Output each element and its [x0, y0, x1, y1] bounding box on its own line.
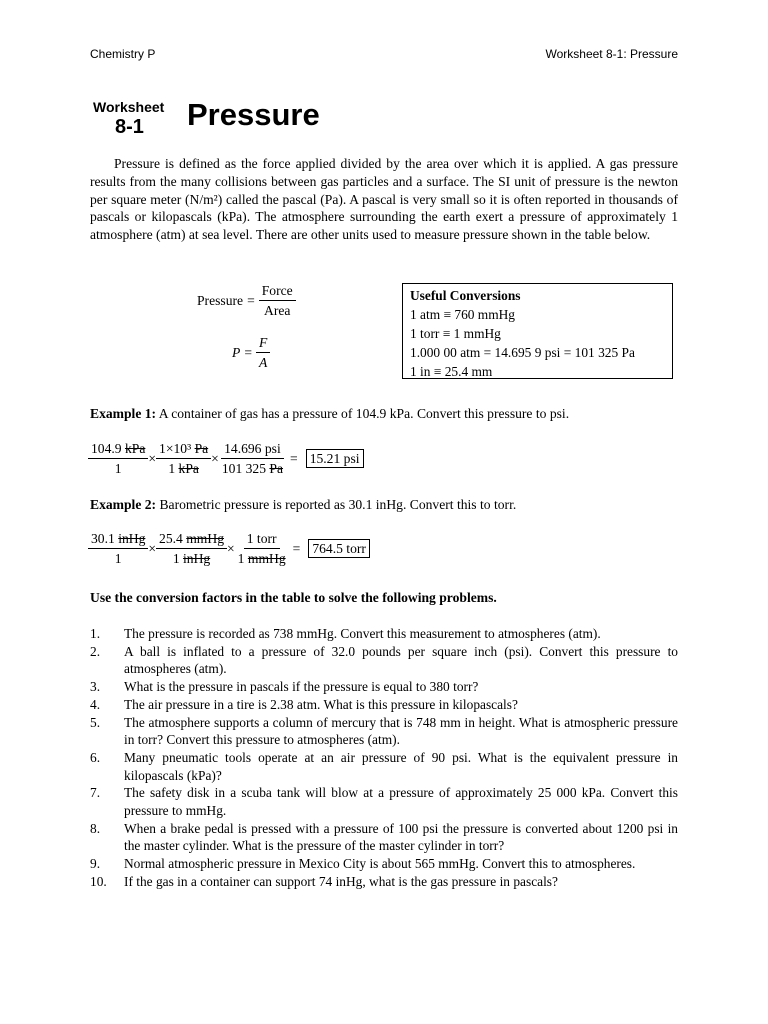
times-sign: × [211, 450, 219, 466]
force-area-fraction [259, 282, 296, 319]
example-1 [90, 406, 569, 422]
example-2-label: Example 2: [90, 497, 157, 512]
calc-value: 25.4 [159, 531, 187, 546]
example-1-text: A container of gas has a pressure of 104.9 kPa. Convert this pressure to psi. [156, 406, 570, 421]
cancelled-unit: Pa [269, 461, 284, 476]
list-item [90, 643, 678, 678]
formula-denominator: Area [264, 303, 291, 318]
problem-text: What is the pressure in pascals if the pressure is equal to 380 torr? [124, 679, 479, 695]
calc-value: 104.9 [91, 441, 125, 456]
example-1-calculation [88, 440, 364, 477]
equals-sign: = [290, 450, 298, 466]
cancelled-unit: kPa [124, 441, 146, 456]
useful-conversions-box [402, 283, 673, 379]
list-item [90, 625, 678, 643]
problem-number: 6. [90, 749, 101, 765]
conversion-item: 1 in ≡ 25.4 mm [410, 364, 493, 379]
calc-value: 1 [114, 461, 122, 476]
equals-sign: = [292, 540, 301, 556]
answer-box: 764.5 torr [308, 539, 370, 558]
calc-fraction [235, 530, 289, 567]
cancelled-unit: Pa [194, 441, 209, 456]
formula-equals: = [247, 292, 255, 308]
problem-number: 2. [90, 643, 101, 659]
list-item [90, 855, 678, 873]
list-item [90, 678, 678, 696]
cancelled-unit: mmHg [247, 551, 286, 566]
calc-value: 101 325 [221, 461, 270, 476]
calc-value: 1 [237, 551, 248, 566]
list-item [90, 873, 678, 891]
problem-text: When a brake pedal is pressed with a pressure of 100 psi the pressure is converted about 1200 psi in the master cylinder. What is the pressure of the master cylinder in torr? [124, 820, 678, 854]
calc-fraction [88, 530, 148, 567]
formula-lhs: Pressure [197, 292, 244, 308]
problem-number: 10. [90, 873, 107, 889]
calc-value: 14.696 psi [221, 440, 284, 459]
instructions: Use the conversion factors in the table to solve the following problems. [90, 590, 497, 605]
problem-text: A ball is inflated to a pressure of 32.0 pounds per square inch (psi). Convert this pressure to atmospheres (atm). [124, 643, 678, 677]
formula-f: F [256, 334, 270, 353]
problem-list [90, 625, 678, 891]
calc-fraction [88, 440, 148, 477]
conversion-item: 1 atm ≡ 760 mmHg [410, 307, 516, 322]
cancelled-unit: mmHg [186, 531, 224, 546]
header-course: Chemistry P [90, 47, 156, 61]
times-sign: × [148, 450, 157, 466]
example-2 [90, 497, 516, 513]
formula-a: A [258, 355, 268, 370]
list-item [90, 820, 678, 855]
problem-number: 9. [90, 856, 101, 872]
problem-text: Normal atmospheric pressure in Mexico City is about 565 mmHg. Convert this to atmospheres. [124, 856, 636, 872]
calc-value: 1×10³ [159, 441, 195, 456]
worksheet-number: 8-1 [115, 116, 144, 138]
list-item [90, 749, 678, 784]
problem-text: The atmosphere supports a column of mercury that is 748 mm in height. What is atmospheric pressure in torr? Convert this pressure to atmospheres (atm). [124, 714, 678, 748]
calc-value: 30.1 [91, 531, 119, 546]
conversion-item: 1.000 00 atm = 14.695 9 psi = 101 325 Pa [410, 345, 635, 360]
calc-fraction [156, 530, 227, 567]
list-item [90, 714, 678, 749]
times-sign: × [148, 540, 157, 556]
formula-equals-2: = [244, 344, 252, 360]
pressure-formula [197, 282, 296, 319]
example-2-text: Barometric pressure is reported as 30.1 inHg. Convert this to torr. [156, 497, 517, 512]
answer-box: 15.21 psi [306, 449, 364, 468]
pfa-formula [232, 334, 270, 371]
problem-number: 1. [90, 626, 101, 641]
page-title: Pressure [187, 97, 320, 132]
f-a-fraction [256, 334, 270, 371]
formula-numerator: Force [259, 282, 296, 301]
formula-p: P [232, 344, 241, 360]
problem-number: 8. [90, 820, 101, 836]
problem-number: 4. [90, 696, 101, 712]
times-sign: × [227, 540, 235, 556]
list-item [90, 784, 678, 819]
example-1-label: Example 1: [90, 406, 157, 421]
problem-text: Many pneumatic tools operate at an air pressure of 90 psi. What is the equivalent pressure in kilopascals (kPa)? [124, 749, 678, 783]
calc-value: 1 [168, 461, 179, 476]
problem-text: The pressure is recorded as 738 mmHg. Convert this measurement to atmospheres (atm). [124, 626, 601, 641]
intro-paragraph: Pressure is defined as the force applied divided by the area over which it is applied. A gas pressure results from the many collisions between gas particles and a surface. The SI unit of pressure is the newton per square meter (N/m²) called the pascal (Pa). A pascal is very small so it is often reported in thousands of pascals or kilopascals (kPa). The atmosphere surrounding the earth exert a pressure of approximately 1 atmosphere (atm) at sea level. There are other units used to measure pressure shown in the table below. [90, 156, 678, 243]
cancelled-unit: kPa [178, 461, 199, 476]
problem-number: 7. [90, 785, 101, 801]
calc-fraction [219, 440, 286, 477]
worksheet-label: Worksheet [93, 99, 165, 115]
problem-text: If the gas in a container can support 74 inHg, what is the gas pressure in pascals? [124, 873, 558, 889]
problem-text: The safety disk in a scuba tank will blow at a pressure of approximately 25 000 kPa. Convert this pressure to mmHg. [124, 785, 678, 819]
calc-value: 1 [172, 551, 184, 566]
calc-fraction [156, 440, 211, 477]
header-worksheet: Worksheet 8-1: Pressure [545, 47, 678, 61]
problem-number: 5. [90, 714, 101, 730]
calc-value: 1 [114, 551, 122, 566]
problem-text: The air pressure in a tire is 2.38 atm. What is this pressure in kilopascals? [124, 696, 518, 712]
cancelled-unit: inHg [118, 531, 146, 546]
problem-number: 3. [90, 679, 101, 695]
conversions-title: Useful Conversions [410, 288, 521, 303]
conversion-item: 1 torr ≡ 1 mmHg [410, 326, 501, 341]
example-2-calculation [88, 530, 370, 567]
list-item [90, 696, 678, 714]
calc-value: 1 torr [244, 530, 280, 549]
cancelled-unit: inHg [183, 551, 211, 566]
